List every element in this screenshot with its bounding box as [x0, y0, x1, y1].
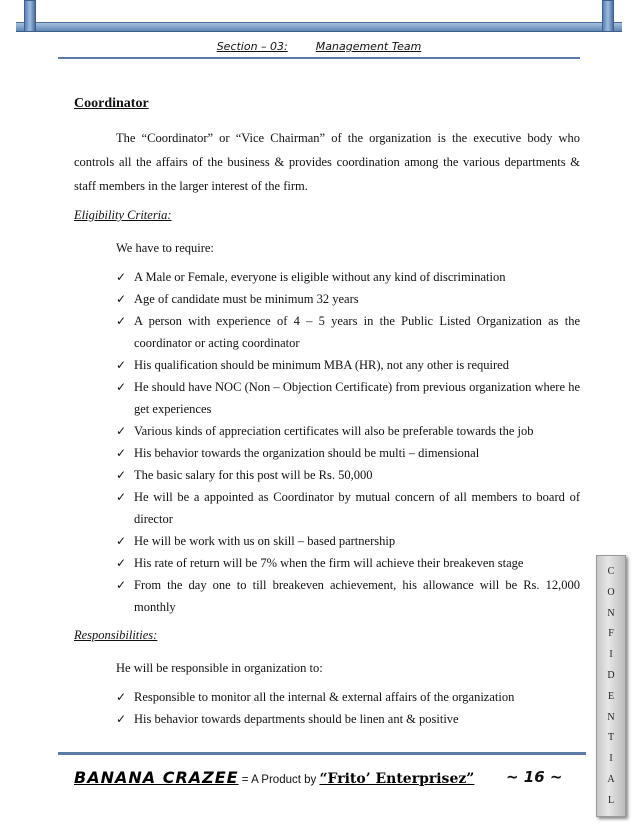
- page-number: ~ 16 ~: [506, 768, 563, 786]
- top-frame-left-post: [24, 0, 36, 32]
- check-mark-icon: ✓: [116, 424, 127, 438]
- check-mark-icon: ✓: [116, 380, 127, 394]
- list-item: [116, 530, 580, 552]
- check-mark-icon: ✓: [116, 446, 127, 460]
- list-item: [116, 552, 580, 574]
- eligibility-list: [74, 266, 580, 618]
- list-item: [116, 376, 580, 420]
- header-title: Management Team: [315, 40, 422, 53]
- list-item: [116, 354, 580, 376]
- list-item: [116, 686, 580, 708]
- list-item-text: Various kinds of appreciation certificates will also be preferable towards the job: [134, 424, 534, 438]
- responsibilities-intro: He will be responsible in organization to:: [116, 661, 323, 675]
- page-header: [0, 40, 638, 53]
- eligibility-intro: We have to require:: [116, 241, 214, 255]
- header-rule: [58, 57, 580, 59]
- list-item-text: A Male or Female, everyone is eligible without any kind of discrimination: [134, 270, 506, 284]
- confidential-letter: F: [608, 628, 614, 640]
- list-item-text: A person with experience of 4 – 5 years in the Public Listed Organization as the coordinator or acting coordinator: [134, 314, 580, 350]
- list-item-text: From the day one to till breakeven achievement, his allowance will be Rs. 12,000 monthly: [134, 578, 580, 614]
- check-mark-icon: ✓: [116, 468, 127, 482]
- confidential-letter: O: [607, 586, 615, 598]
- list-item-text: The basic salary for this post will be Rs. 50,000: [134, 468, 373, 482]
- list-item-text: His behavior towards departments should be linen ant & positive: [134, 712, 459, 726]
- list-item-text: He will be work with us on skill – based partnership: [134, 534, 396, 548]
- confidential-letter: N: [607, 711, 615, 723]
- list-item: [116, 266, 580, 288]
- list-item: [116, 708, 580, 730]
- confidential-letter: D: [607, 669, 615, 681]
- check-mark-icon: ✓: [116, 490, 127, 504]
- check-mark-icon: ✓: [116, 578, 127, 592]
- eligibility-heading: Eligibility Criteria:: [74, 208, 172, 222]
- confidential-letter: C: [607, 566, 615, 577]
- list-item: [116, 288, 580, 310]
- confidential-letter: I: [609, 649, 613, 661]
- intro-paragraph: The “Coordinator” or “Vice Chairman” of the organization is the executive body who controls all the affairs of the business & provides coordination among the various departments & staff members in the larger interest of the firm.: [74, 131, 580, 193]
- list-item: [116, 574, 580, 618]
- responsibilities-heading: Responsibilities:: [74, 628, 158, 642]
- check-mark-icon: ✓: [116, 690, 127, 704]
- top-frame-bar: [16, 22, 622, 32]
- list-item-text: He will be a appointed as Coordinator by mutual concern of all members to board of director: [134, 490, 580, 526]
- header-section: Section – 03:: [216, 40, 288, 53]
- footer-company: “Frito’ Enterprisez”: [319, 771, 475, 787]
- list-item-text: His behavior towards the organization should be multi – dimensional: [134, 446, 480, 460]
- page-footer: [74, 768, 594, 788]
- confidential-letter: T: [607, 732, 615, 744]
- list-item-text: He should have NOC (Non – Objection Certificate) from previous organization where he get experiences: [134, 380, 580, 416]
- list-item-text: His qualification should be minimum MBA (HR), not any other is required: [134, 358, 509, 372]
- list-item: [116, 442, 580, 464]
- footer-product-text: = A Product by: [238, 774, 320, 786]
- confidential-tab: [596, 555, 626, 817]
- footer-brand: BANANA CRAZEE: [74, 768, 239, 787]
- list-item-text: Age of candidate must be minimum 32 years: [134, 292, 359, 306]
- check-mark-icon: ✓: [116, 556, 127, 570]
- confidential-letter: E: [607, 690, 615, 702]
- main-content: [74, 96, 580, 730]
- list-item-text: Responsible to monitor all the internal & external affairs of the organization: [134, 690, 515, 704]
- list-item: [116, 486, 580, 530]
- check-mark-icon: ✓: [116, 534, 127, 548]
- confidential-letter: A: [607, 773, 615, 785]
- list-item-text: His rate of return will be 7% when the firm will achieve their breakeven stage: [134, 556, 524, 570]
- section-heading: Coordinator: [74, 96, 149, 111]
- confidential-letter: L: [607, 794, 615, 806]
- confidential-letter: N: [607, 607, 615, 619]
- responsibilities-list: [74, 686, 580, 730]
- check-mark-icon: ✓: [116, 358, 127, 372]
- check-mark-icon: ✓: [116, 712, 127, 726]
- list-item: [116, 464, 580, 486]
- footer-rule: [58, 752, 586, 755]
- list-item: [116, 420, 580, 442]
- top-frame-right-post: [602, 0, 614, 32]
- check-mark-icon: ✓: [116, 292, 127, 306]
- confidential-letter: I: [609, 753, 613, 765]
- list-item: [116, 310, 580, 354]
- check-mark-icon: ✓: [116, 270, 127, 284]
- check-mark-icon: ✓: [116, 314, 127, 328]
